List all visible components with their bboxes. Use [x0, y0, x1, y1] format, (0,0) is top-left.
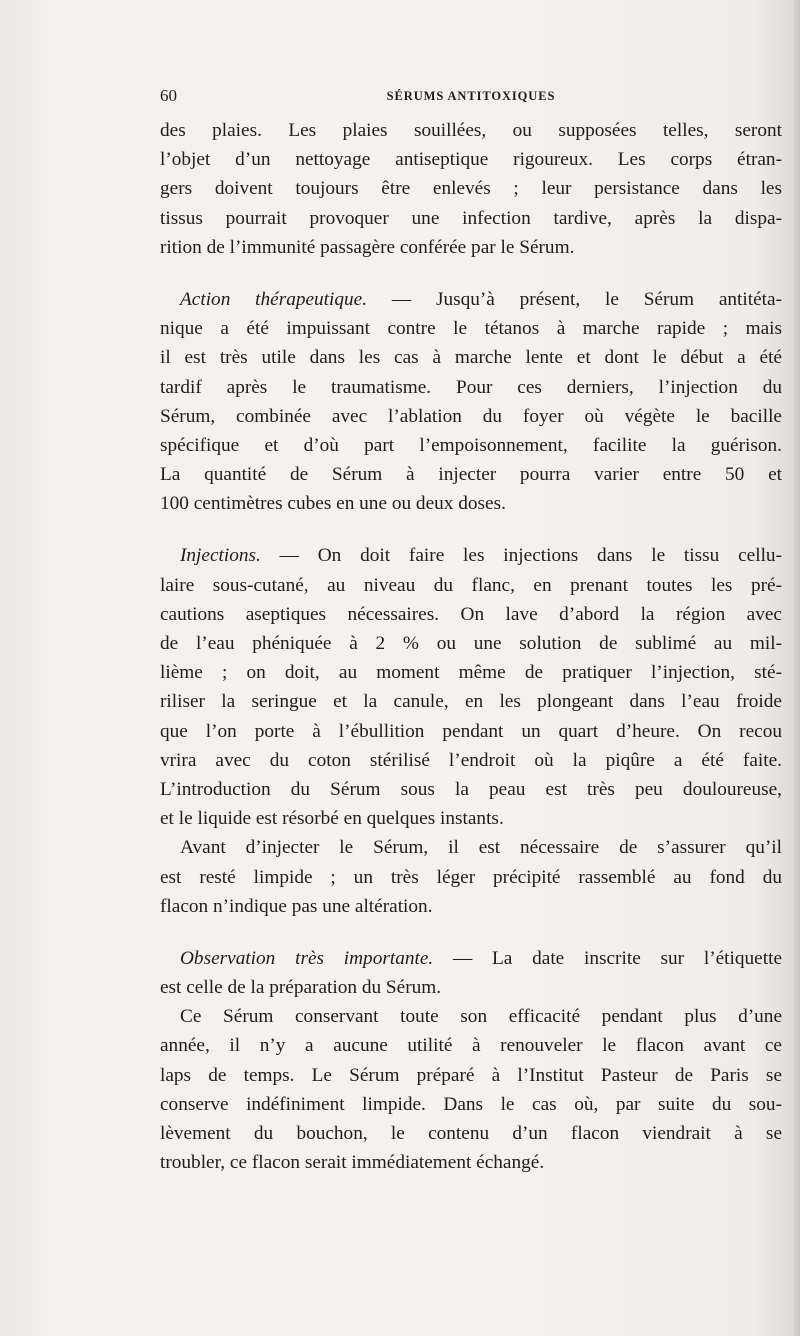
- text-line: Avant d’injecter le Sérum, il est nécessaire de s’assurer qu’il: [180, 837, 782, 859]
- section-lead-observation: Observation très importante.: [180, 947, 434, 969]
- text-line: tardif après le traumatisme. Pour ces derniers, l’injection du: [160, 376, 782, 398]
- text-line: lième ; on doit, au moment même de pratiquer l’injection, sté-: [160, 662, 782, 684]
- text-line: est resté limpide ; un très léger précipité rassemblé au fond du: [160, 866, 782, 888]
- text-line: année, il n’y a aucune utilité à renouveler le flacon avant ce: [160, 1035, 782, 1057]
- text-line: lèvement du bouchon, le contenu d’un flacon viendrait à se: [160, 1123, 782, 1144]
- text-line: nique a été impuissant contre le tétanos à marche rapide ; mais: [160, 318, 782, 340]
- text-line: 100 centimètres cubes en une ou deux doses.: [160, 493, 506, 515]
- text-line: rition de l’immunité passagère conférée par le Sérum.: [160, 236, 575, 258]
- section-lead-action-therapeutique: Action thérapeutique.: [180, 288, 368, 310]
- body-text: [160, 116, 782, 1177]
- text-line: de l’eau phéniquée à 2 % ou une solution de sublimé au mil-: [160, 633, 782, 654]
- page-edge-shadow: [794, 0, 800, 1336]
- page-number: 60: [160, 86, 177, 105]
- text-line: des plaies. Les plaies souillées, ou supposées telles, seront: [160, 120, 782, 141]
- text-line: cautions aseptiques nécessaires. On lave d’abord la région avec: [160, 603, 782, 625]
- text-line: il est très utile dans les cas à marche lente et dont le début a été: [160, 347, 782, 369]
- running-title: SÉRUMS ANTITOXIQUES: [386, 89, 556, 103]
- text-line: l’objet d’un nettoyage antiseptique rigoureux. Les corps étran-: [160, 149, 782, 171]
- running-head: [160, 84, 782, 108]
- text-line: est celle de la préparation du Sérum.: [160, 977, 442, 999]
- text-line: L’introduction du Sérum sous la peau est très peu douloureuse,: [160, 778, 782, 800]
- text-line: que l’on porte à l’ébullition pendant un quart d’heure. On recou: [160, 720, 782, 742]
- text-line: La quantité de Sérum à injecter pourra varier entre 50 et: [160, 464, 782, 486]
- text-line-content: — La date inscrite sur l’étiquette: [433, 947, 782, 969]
- text-line: Sérum, combinée avec l’ablation du foyer où végète le bacille: [160, 405, 782, 427]
- text-line: [160, 285, 782, 314]
- text-line: [160, 541, 782, 570]
- text-line: riliser la seringue et la canule, en les plongeant dans l’eau froide: [160, 691, 782, 713]
- text-line: laire sous-cutané, au niveau du flanc, en prenant toutes les pré-: [160, 574, 782, 596]
- text-line: et le liquide est résorbé en quelques instants.: [160, 808, 504, 830]
- section-lead-injections: Injections.: [180, 545, 261, 567]
- text-line: spécifique et d’où part l’empoisonnement, facilite la guérison.: [160, 434, 782, 456]
- text-line: Ce Sérum conservant toute son efficacité pendant plus d’une: [180, 1006, 782, 1028]
- text-line-content: — On doit faire les injections dans le tissu cellu-: [260, 545, 782, 567]
- text-line: conserve indéfiniment limpide. Dans le cas où, par suite du sou-: [160, 1093, 782, 1115]
- text-line: laps de temps. Le Sérum préparé à l’Institut Pasteur de Paris se: [160, 1064, 782, 1086]
- text-line: vrira avec du coton stérilisé l’endroit où la piqûre a été faite.: [160, 749, 782, 771]
- text-line-content: — Jusqu’à présent, le Sérum antitéta-: [367, 288, 782, 310]
- text-line: [160, 944, 782, 973]
- text-line: flacon n’indique pas une altération.: [160, 895, 433, 917]
- text-line: tissus pourrait provoquer une infection tardive, après la dispa-: [160, 207, 782, 229]
- text-line: troubler, ce flacon serait immédiatement échangé.: [160, 1152, 545, 1174]
- text-line: gers doivent toujours être enlevés ; leur persistance dans les: [160, 178, 782, 200]
